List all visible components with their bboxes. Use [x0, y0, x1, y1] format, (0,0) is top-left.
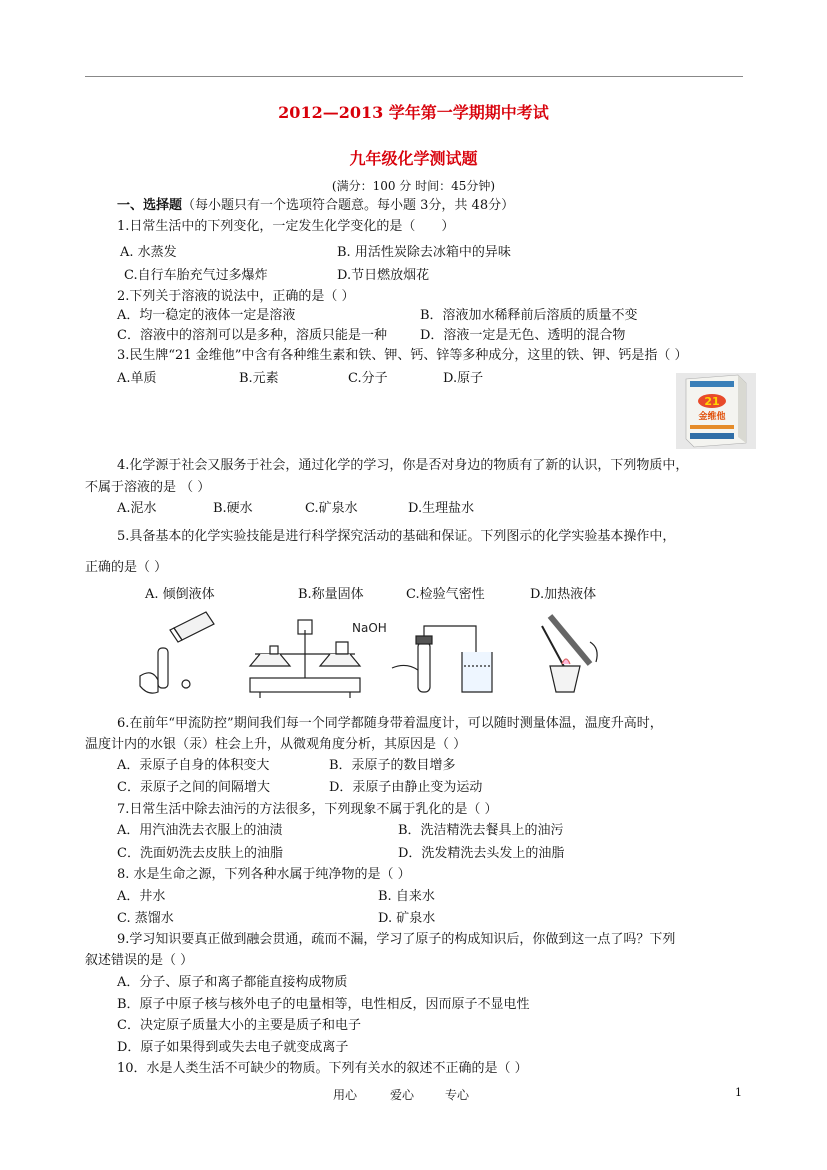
- footer-text-2: 爱心: [390, 1088, 415, 1102]
- q5-option-b: B.称量固体: [298, 587, 364, 602]
- q4-stem-line2: 不属于溶液的是 （ ）: [85, 480, 211, 495]
- q3-option-c: C.分子: [348, 371, 388, 386]
- q6-option-c: C．汞原子之间的间隔增大: [117, 780, 270, 795]
- q6-option-a: A．汞原子自身的体积变大: [117, 758, 270, 773]
- q5-option-a: A. 倾倒液体: [145, 587, 215, 602]
- q8-stem: 8. 水是生命之源，下列各种水属于纯净物的是（ ）: [117, 867, 411, 882]
- q8-option-c: C. 蒸馏水: [117, 911, 174, 926]
- q9-option-d: D．原子如果得到或失去电子就变成离子: [117, 1040, 349, 1055]
- q2-stem: 2.下列关于溶液的说法中，正确的是（ ）: [117, 289, 355, 304]
- heating-liquid-illustration: [542, 616, 597, 692]
- q3-option-b: B.元素: [239, 371, 279, 386]
- q7-option-d: D．洗发精洗去头发上的油脂: [398, 846, 565, 861]
- q1-option-c: C.自行车胎充气过多爆炸: [124, 268, 268, 283]
- q3-stem: 3.民生牌“21 金维他”中含有各种维生素和铁、钾、钙、锌等多种成分，这里的铁、钾、钙是指（ ）: [117, 348, 688, 363]
- q7-option-b: B．洗洁精洗去餐具上的油污: [398, 823, 564, 838]
- footer-text-3: 专心: [445, 1088, 470, 1102]
- q1-option-b: B. 用活性炭除去冰箱中的异味: [337, 245, 511, 260]
- q6-option-b: B．汞原子的数目增多: [329, 758, 456, 773]
- section-heading-line: [117, 198, 514, 214]
- q4-option-b: B.硬水: [213, 501, 253, 516]
- q2-option-c: C．溶液中的溶剂可以是多种，溶质只能是一种: [117, 328, 387, 343]
- section-heading: 一、选择题: [117, 198, 183, 213]
- q2-option-d: D．溶液一定是无色、透明的混合物: [420, 328, 626, 343]
- q8-option-d: D. 矿泉水: [378, 911, 436, 926]
- q2-option-b: B．溶液加水稀释前后溶质的质量不变: [420, 308, 638, 323]
- exam-subtitle: 九年级化学测试题: [349, 149, 478, 168]
- q2-option-a: A．均一稳定的液体一定是溶液: [117, 308, 296, 323]
- q3-option-d: D.原子: [443, 371, 484, 386]
- q9-stem-line1: 9.学习知识要真正做到融会贯通，疏而不漏，学习了原子的构成知识后，你做到这一点了吗？下列: [117, 932, 676, 947]
- page-number: 1: [735, 1086, 742, 1099]
- q6-stem-line1: 6.在前年“甲流防控”期间我们每一个同学都随身带着温度计，可以随时测量体温，温度升高时，: [117, 716, 663, 731]
- vitamin-name-label: 金维他: [698, 412, 726, 422]
- q10-stem: 10．水是人类生活不可缺少的物质。下列有关水的叙述不正确的是（ ）: [117, 1061, 528, 1076]
- q4-option-c: C.矿泉水: [305, 501, 358, 516]
- q5-stem-line2: 正确的是（ ）: [85, 560, 168, 575]
- q5-option-c: C.检验气密性: [406, 587, 485, 602]
- q1-option-d: D.节日燃放烟花: [337, 268, 430, 283]
- section-instruction: （每小题只有一个选项符合题意。每小题 3分，共 48分）: [182, 198, 515, 213]
- lab-operations-figure: [130, 606, 610, 702]
- q4-stem-line1: 4.化学源于社会又服务于社会，通过化学的学习，你是否对身边的物质有了新的认识，下列物质中，: [117, 458, 689, 473]
- q7-option-a: A．用汽油洗去衣服上的油渍: [117, 823, 283, 838]
- q9-option-c: C．决定原子质量大小的主要是质子和电子: [117, 1018, 361, 1033]
- balance-illustration: [250, 620, 387, 698]
- q8-option-a: A．井水: [117, 889, 166, 904]
- pouring-liquid-illustration: [140, 612, 214, 693]
- header-rule: [85, 76, 743, 77]
- q7-stem: 7.日常生活中除去油污的方法很多，下列现象不属于乳化的是（ ）: [117, 802, 498, 817]
- naoh-label: NaOH: [352, 621, 387, 635]
- vitamin-box-image: [676, 373, 756, 449]
- q6-stem-line2: 温度计内的水银（汞）柱会上升，从微观角度分析，其原因是（ ）: [85, 737, 467, 752]
- q4-option-a: A.泥水: [117, 501, 157, 516]
- exam-info: (满分：100 分 时间：45分钟): [331, 179, 496, 193]
- airtightness-illustration: [392, 626, 492, 692]
- exam-title: 2012—2013 学年第一学期期中考试: [278, 103, 549, 122]
- q5-stem-line1: 5.具备基本的化学实验技能是进行科学探究活动的基础和保证。下列图示的化学实验基本操作中，: [117, 529, 676, 544]
- q1-option-a: A. 水蒸发: [120, 245, 177, 260]
- q9-option-a: A．分子、原子和离子都能直接构成物质: [117, 975, 348, 990]
- q9-stem-line2: 叙述错误的是（ ）: [85, 953, 194, 968]
- q4-option-d: D.生理盐水: [408, 501, 475, 516]
- footer-text-1: 用心: [333, 1088, 358, 1102]
- q7-option-c: C．洗面奶洗去皮肤上的油脂: [117, 846, 283, 861]
- q8-option-b: B. 自来水: [378, 889, 435, 904]
- q6-option-d: D．汞原子由静止变为运动: [329, 780, 483, 795]
- vitamin-brand-label: 21: [704, 395, 720, 408]
- q3-option-a: A.单质: [117, 371, 157, 386]
- q9-option-b: B．原子中原子核与核外电子的电量相等，电性相反，因而原子不显电性: [117, 997, 530, 1012]
- q1-stem: 1.日常生活中的下列变化，一定发生化学变化的是（ ）: [117, 219, 455, 234]
- q5-option-d: D.加热液体: [530, 587, 597, 602]
